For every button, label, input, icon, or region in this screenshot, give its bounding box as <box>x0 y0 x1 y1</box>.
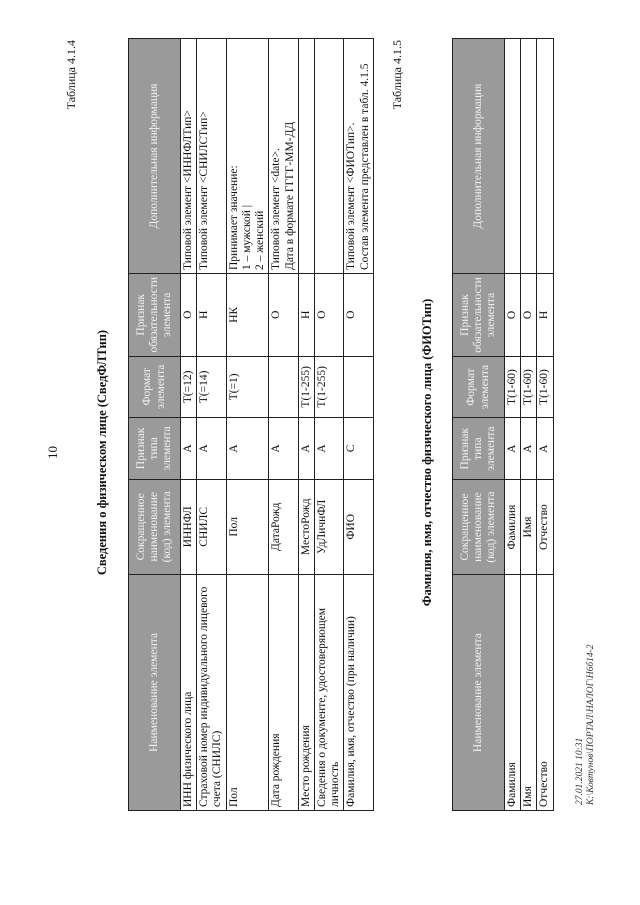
physical-person-table <box>128 38 374 811</box>
cell-type: А <box>314 418 343 480</box>
cell-name: Место рождения <box>298 574 314 810</box>
cell-info: Принимает значение: 1 – мужской | 2 – женский <box>226 39 269 274</box>
cell-type: А <box>537 418 553 480</box>
cell-required: О <box>505 274 521 357</box>
table-caption: Таблица 4.1.5 <box>390 40 404 110</box>
header-code: Сокращенное наименование (код) элемента <box>129 479 181 574</box>
header-format: Формат элемента <box>129 356 181 418</box>
cell-name: Отчество <box>537 575 553 811</box>
cell-required: Н <box>197 274 226 357</box>
footnote-path: К:\Ковтунов\ПОРТАЛ\НАЛОГ\Н6б14-2 <box>586 644 597 805</box>
cell-format: Т(1-255) <box>314 356 343 418</box>
header-type: Признак типа элемента <box>453 418 505 480</box>
cell-name: Страховой номер индивидуального лицевого счета (СНИЛС) <box>197 574 226 810</box>
cell-format: Т(=1) <box>226 356 269 418</box>
cell-required: Н <box>537 274 553 357</box>
cell-required: О <box>314 274 343 357</box>
cell-format: Т(=12) <box>181 356 197 418</box>
cell-code: УдЛичнФЛ <box>314 479 343 574</box>
cell-type: А <box>505 418 521 480</box>
cell-type: А <box>269 418 298 480</box>
cell-required: О <box>344 274 373 357</box>
cell-name: Фамилия <box>505 575 521 811</box>
cell-name: Сведения о документе, удостоверяющем личность <box>314 574 343 810</box>
cell-name: Фамилия, имя, отчество (при наличии) <box>344 574 373 810</box>
cell-name: Пол <box>226 574 269 810</box>
table-row <box>344 39 373 811</box>
header-format: Формат элемента <box>453 356 505 418</box>
table-caption: Таблица 4.1.4 <box>64 40 78 110</box>
cell-info <box>537 39 553 274</box>
cell-info: Типовой элемент <ИННФЛТип> <box>181 39 197 274</box>
cell-info <box>314 39 343 274</box>
cell-format: Т(1-60) <box>537 356 553 418</box>
cell-name: Имя <box>521 575 537 811</box>
cell-format <box>269 356 298 418</box>
table-title: Фамилия, имя, отчество физического лица (ФИОТип) <box>420 298 434 607</box>
cell-info: Типовой элемент <ФИОТип>. Состав элемента представлен в табл. 4.1.5 <box>344 39 373 274</box>
cell-format: Т(=14) <box>197 356 226 418</box>
fio-table <box>452 38 554 811</box>
cell-format: Т(1-255) <box>298 356 314 418</box>
table-row <box>226 39 269 811</box>
table-row <box>181 39 197 811</box>
cell-name: ИНН физического лица <box>181 574 197 810</box>
table-row <box>298 39 314 811</box>
cell-type: А <box>181 418 197 480</box>
page-number: 10 <box>45 446 60 459</box>
header-name: Наименование элемента <box>129 574 181 810</box>
cell-info: Типовой элемент <date>. Дата в формате ГГГГ-ММ-ДД <box>269 39 298 274</box>
table-row <box>537 39 553 811</box>
cell-code: Пол <box>226 479 269 574</box>
cell-format: Т(1-60) <box>505 356 521 418</box>
cell-code: ФИО <box>344 479 373 574</box>
cell-format: Т(1-60) <box>521 356 537 418</box>
cell-type: А <box>197 418 226 480</box>
header-type: Признак типа элемента <box>129 418 181 480</box>
header-required: Признак обязательности элемента <box>129 274 181 357</box>
cell-required: О <box>521 274 537 357</box>
table-row <box>197 39 226 811</box>
header-name: Наименование элемента <box>453 575 505 811</box>
cell-required: НК <box>226 274 269 357</box>
cell-info <box>505 39 521 274</box>
header-info: Дополнительная информация <box>129 39 181 274</box>
cell-type: А <box>521 418 537 480</box>
cell-type: А <box>298 418 314 480</box>
cell-code: ДатаРожд <box>269 479 298 574</box>
cell-required: О <box>269 274 298 357</box>
cell-format <box>344 356 373 418</box>
cell-info <box>521 39 537 274</box>
footnote-date: 27.01.2021 10:31 <box>575 737 585 805</box>
cell-name: Дата рождения <box>269 574 298 810</box>
cell-info <box>298 39 314 274</box>
cell-code: Имя <box>521 479 537 574</box>
cell-type: А <box>226 418 269 480</box>
header-info: Дополнительная информация <box>453 39 505 274</box>
cell-code: ИННФЛ <box>181 479 197 574</box>
table-row <box>505 39 521 811</box>
cell-code: СНИЛС <box>197 479 226 574</box>
cell-code: Фамилия <box>505 479 521 574</box>
cell-required: Н <box>298 274 314 357</box>
cell-type: С <box>344 418 373 480</box>
table-row <box>521 39 537 811</box>
table-row <box>314 39 343 811</box>
cell-code: МестоРожд <box>298 479 314 574</box>
table-title: Сведения о физическом лице (СведФЛТип) <box>95 329 109 576</box>
file-footnote <box>575 644 598 805</box>
cell-code: Отчество <box>537 479 553 574</box>
cell-info: Типовой элемент <СНИЛСТип> <box>197 39 226 274</box>
table-row <box>269 39 298 811</box>
header-required: Признак обязательности элемента <box>453 274 505 357</box>
header-code: Сокращенное наименование (код) элемента <box>453 479 505 574</box>
cell-required: О <box>181 274 197 357</box>
